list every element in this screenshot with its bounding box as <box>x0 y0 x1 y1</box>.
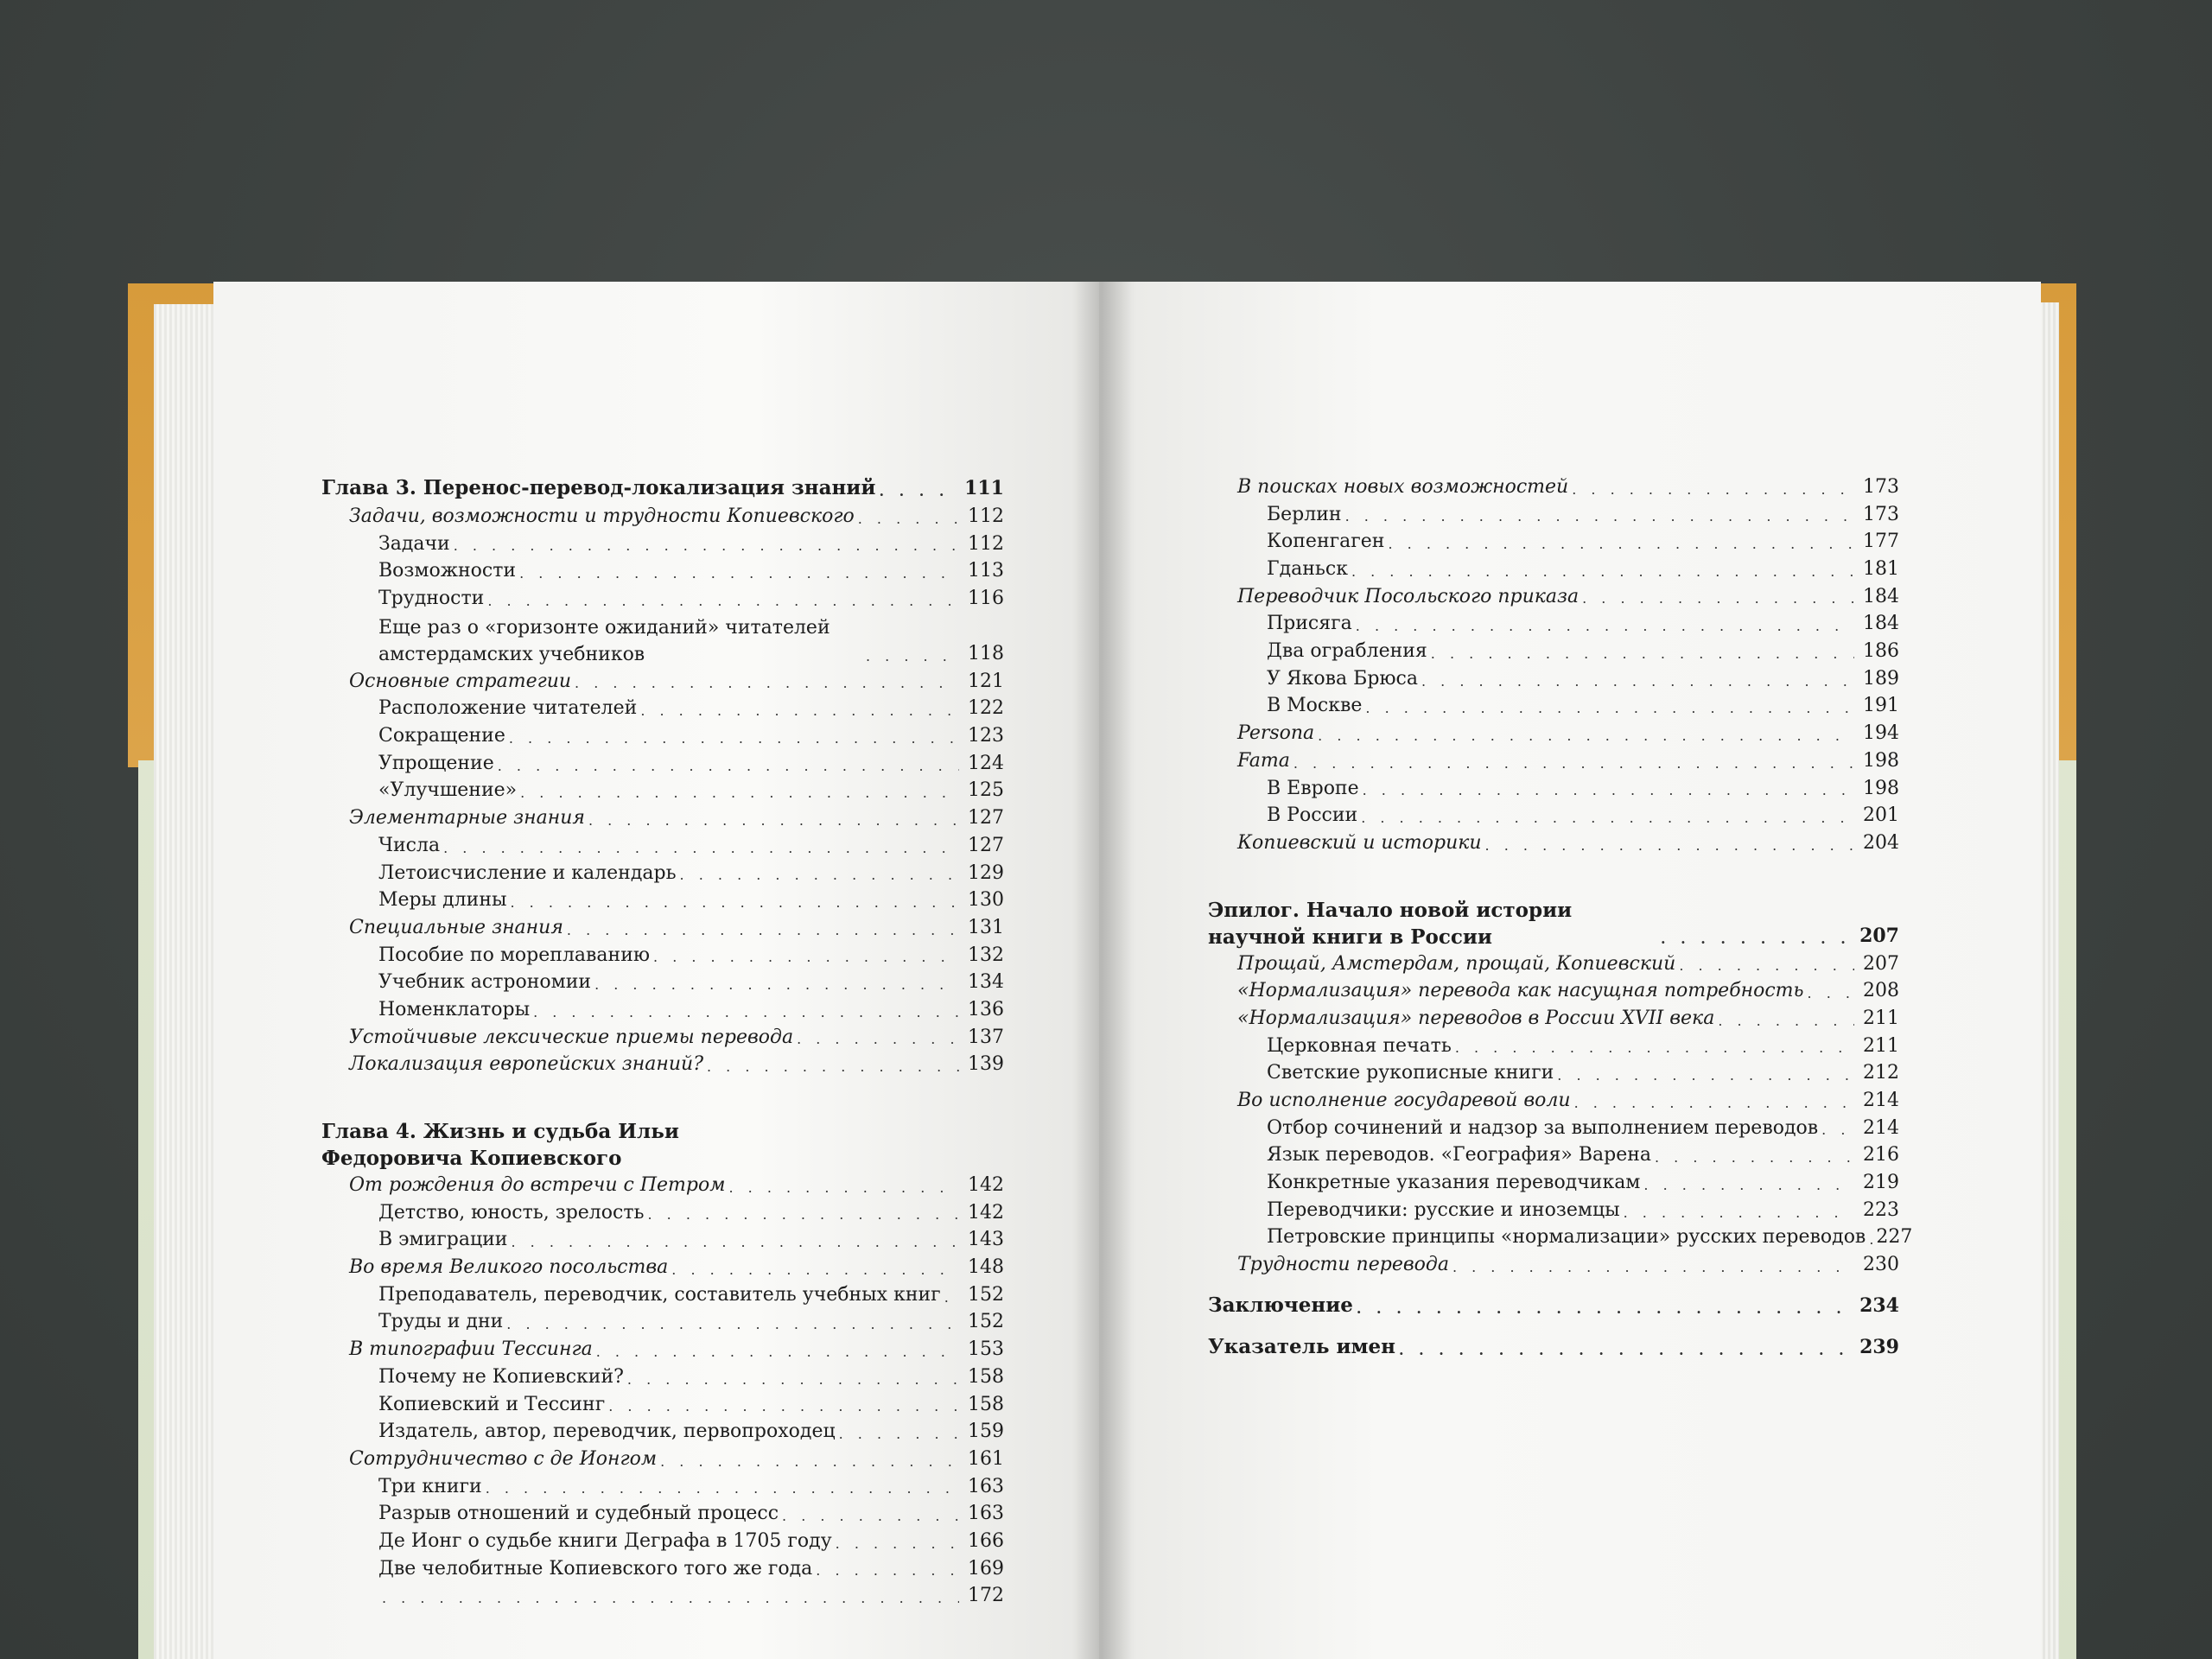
toc-entry-title: Указатель имен <box>1208 1334 1395 1358</box>
dot-leader <box>382 1587 959 1610</box>
dot-leader <box>1363 779 1854 802</box>
toc-page-number: 123 <box>968 725 1004 747</box>
toc-page-number: 207 <box>1863 952 1899 975</box>
toc-page-number: 186 <box>1863 640 1899 663</box>
dot-leader <box>1718 1010 1854 1033</box>
toc-entry-title: Упрощение <box>378 752 494 774</box>
dot-leader <box>671 1259 959 1281</box>
dot-leader <box>1399 1339 1854 1362</box>
toc-entry-title: Специальные знания <box>349 916 563 938</box>
toc-entry-title: Язык переводов. «География» Варена <box>1267 1144 1651 1166</box>
toc-entry-title: Сокращение <box>378 725 505 747</box>
toc-chapter-entry <box>1208 1291 1899 1320</box>
toc-entry-title: Де Ионг о судьбе книги Деграфа в 1705 году <box>378 1529 832 1552</box>
toc-entry-title: Номенклаторы <box>378 998 531 1020</box>
dot-leader <box>1356 615 1854 638</box>
dot-leader <box>944 1287 959 1309</box>
toc-page-number: 214 <box>1863 1090 1899 1112</box>
toc-entry-title: Учебник астрономии <box>378 971 592 994</box>
toc-entry <box>321 1226 1004 1254</box>
toc-page-number: 127 <box>968 834 1004 856</box>
toc-entry <box>321 1418 1004 1446</box>
toc-entry <box>1208 610 1899 638</box>
toc-entry-title: Почему не Копиевский? <box>378 1365 624 1388</box>
toc-entry <box>321 668 1004 696</box>
toc-entry <box>1208 1059 1899 1087</box>
toc-entry <box>1208 1251 1899 1279</box>
dot-leader <box>1808 982 1854 1005</box>
toc-entry-title: Пособие по мореплаванию <box>378 944 651 966</box>
toc-entry-title: В Европе <box>1267 777 1359 799</box>
toc-entry-title: Еще раз о «горизонте ожиданий» читателей амстердамских учебников <box>378 616 830 665</box>
toc-page-number: 214 <box>1863 1116 1899 1139</box>
toc-entry <box>1208 528 1899 556</box>
dot-leader <box>608 1395 959 1418</box>
toc-page-number: 136 <box>968 998 1004 1020</box>
toc-entry <box>321 1254 1004 1281</box>
toc-entry-title: В типографии Тессинга <box>349 1338 593 1361</box>
toc-page-number: 112 <box>968 505 1004 527</box>
toc-entry <box>1208 1087 1899 1115</box>
toc-entry <box>321 832 1004 860</box>
toc-page-number: 139 <box>968 1053 1004 1076</box>
toc-entry-title: Элементарные знания <box>349 807 585 830</box>
toc-entry-title: Церковная печать <box>1267 1034 1452 1057</box>
toc-page-number: 125 <box>968 779 1004 802</box>
toc-entry-title: Трудности перевода <box>1237 1254 1449 1276</box>
toc-page-number: 116 <box>968 588 1004 610</box>
toc-entry-title: Устойчивые лексические приемы перевода <box>349 1026 794 1048</box>
toc-entry <box>1208 720 1899 747</box>
toc-page-number: 211 <box>1863 1034 1899 1057</box>
toc-entry <box>1208 1033 1899 1060</box>
dot-leader <box>594 974 959 996</box>
toc-page-number: 227 <box>1876 1226 1913 1249</box>
toc-page-number: 111 <box>964 477 1004 499</box>
toc-page-number: 112 <box>968 532 1004 555</box>
dot-leader <box>816 1560 959 1582</box>
dot-leader <box>1365 697 1854 720</box>
toc-entry <box>321 722 1004 750</box>
toc-entry-title: Расположение читателей <box>378 697 638 720</box>
toc-entry <box>1208 474 1899 501</box>
toc-entry-title: «Улучшение» <box>378 779 518 802</box>
dot-leader <box>879 480 959 503</box>
toc-entry <box>321 778 1004 805</box>
toc-page-number: 212 <box>1863 1062 1899 1084</box>
dot-leader <box>1679 955 1854 977</box>
dot-leader <box>1318 725 1854 747</box>
dot-leader <box>1485 835 1854 857</box>
section-spacer <box>1208 1320 1899 1332</box>
dot-leader <box>648 1204 960 1226</box>
toc-page-number: 118 <box>968 643 1004 665</box>
toc-entry-title: Переводчик Посольского приказа <box>1237 585 1580 607</box>
toc-entry-title: Меры длины <box>378 889 507 912</box>
toc-entry-title: Сотрудничество с де Ионгом <box>349 1447 658 1470</box>
toc-page-number: 129 <box>968 861 1004 884</box>
toc-entry-title: Основные стратегии <box>349 670 572 692</box>
book-spine-shadow <box>1071 282 1132 1659</box>
toc-entry <box>1208 1224 1913 1252</box>
toc-page-number: 211 <box>1863 1007 1899 1029</box>
toc-entry-title: В России <box>1267 804 1358 827</box>
toc-page-number: 184 <box>1863 613 1899 635</box>
dot-leader <box>866 645 959 668</box>
toc-entry <box>321 1473 1004 1501</box>
toc-entry <box>321 1446 1004 1473</box>
dot-leader <box>1361 807 1854 830</box>
toc-entry-title: Во время Великого посольства <box>349 1256 669 1279</box>
toc-page-number: 159 <box>968 1421 1004 1443</box>
toc-page-number: 142 <box>968 1174 1004 1197</box>
toc-page-number: 158 <box>968 1365 1004 1388</box>
dot-leader <box>511 1231 959 1254</box>
toc-entry <box>321 942 1004 969</box>
toc-page-number: 122 <box>968 697 1004 720</box>
dot-leader <box>519 563 959 585</box>
toc-entry <box>1208 950 1899 978</box>
toc-entry-title: Берлин <box>1267 503 1342 525</box>
toc-entry-title: Переводчики: русские и иноземцы <box>1267 1198 1620 1221</box>
toc-entry <box>1208 802 1899 830</box>
toc-page-number: 152 <box>968 1311 1004 1333</box>
dot-leader <box>627 1369 959 1391</box>
toc-page-number: 239 <box>1859 1335 1899 1358</box>
dot-leader <box>533 1001 959 1024</box>
toc-entry-title: Разрыв отношений и судебный процесс <box>378 1503 779 1525</box>
toc-chapter-entry <box>321 474 1004 503</box>
dot-leader <box>1582 588 1854 610</box>
toc-page-number: 130 <box>968 889 1004 912</box>
dot-leader <box>487 590 959 613</box>
toc-entry <box>1208 747 1899 775</box>
toc-page-number: 198 <box>1863 749 1899 772</box>
toc-entry-title: Копиевский и историки <box>1237 831 1482 854</box>
toc-page-number: 124 <box>968 752 1004 774</box>
dot-leader <box>588 810 959 832</box>
dot-leader <box>1643 1174 1854 1197</box>
toc-page-number: 172 <box>968 1585 1004 1607</box>
dot-leader <box>640 700 959 722</box>
toc-entry <box>1208 775 1899 803</box>
toc-page-number: 137 <box>968 1026 1004 1048</box>
dot-leader <box>575 672 959 695</box>
toc-entry <box>1208 583 1899 611</box>
toc-page-number: 207 <box>1859 924 1899 947</box>
toc-entry <box>1208 638 1899 665</box>
dot-leader <box>1869 1229 1876 1251</box>
toc-entry-title: Отбор сочинений и надзор за выполнением переводов <box>1267 1116 1819 1139</box>
toc-entry <box>1208 693 1899 721</box>
toc-entry-title: У Якова Брюса <box>1267 667 1418 690</box>
dot-leader <box>1557 1065 1854 1087</box>
dot-leader <box>506 1313 959 1336</box>
toc-entry <box>321 1172 1004 1199</box>
toc-entry-title: Конкретные указания переводчикам <box>1267 1172 1641 1194</box>
toc-entry <box>1208 665 1899 693</box>
toc-entry <box>321 1199 1004 1227</box>
toc-entry-title: Persona <box>1237 722 1315 745</box>
toc-entry-title: Копиевский и Тессинг <box>378 1393 606 1415</box>
toc-entry <box>1208 830 1899 857</box>
toc-entry <box>1208 501 1899 529</box>
toc-entry <box>321 969 1004 996</box>
toc-entry-title: Трудности <box>378 588 485 610</box>
toc-entry <box>321 695 1004 722</box>
toc-page-number: 191 <box>1863 695 1899 717</box>
toc-entry-title: Во исполнение государевой воли <box>1237 1090 1571 1112</box>
toc-entry <box>321 887 1004 914</box>
toc-entry <box>321 557 1004 585</box>
toc-entry-title: В эмиграции <box>378 1229 508 1251</box>
dot-leader <box>596 1341 959 1363</box>
dot-leader <box>782 1505 959 1528</box>
toc-page-number: 223 <box>1863 1198 1899 1221</box>
toc-page-number: 166 <box>968 1529 1004 1552</box>
dot-leader <box>1357 1298 1854 1320</box>
dot-leader <box>858 508 959 531</box>
dot-leader <box>454 535 959 557</box>
toc-right-column <box>1208 474 1913 1362</box>
toc-entry-title: Летоисчисление и календарь <box>378 861 677 884</box>
toc-page-number: 152 <box>968 1283 1004 1306</box>
toc-page-number: 177 <box>1863 531 1899 553</box>
dot-leader <box>1351 561 1854 583</box>
toc-page-number: 163 <box>968 1503 1004 1525</box>
toc-entry <box>321 860 1004 887</box>
dot-leader <box>707 1056 959 1078</box>
dot-leader <box>797 1028 959 1051</box>
toc-entry-title: Числа <box>378 834 441 856</box>
dot-leader <box>1661 928 1854 950</box>
toc-entry <box>321 1024 1004 1052</box>
dot-leader <box>1574 1092 1854 1115</box>
dot-leader <box>1624 1202 1854 1224</box>
toc-entry-title: Присяга <box>1267 613 1352 635</box>
toc-entry-title: Три книги <box>378 1475 482 1497</box>
dot-leader <box>520 782 959 804</box>
toc-page-number: 131 <box>968 916 1004 938</box>
dot-leader <box>443 837 959 860</box>
toc-entry-title: Два ограбления <box>1267 640 1427 663</box>
dot-leader <box>498 755 959 778</box>
toc-entry <box>321 531 1004 558</box>
toc-chapter-entry <box>1208 1332 1899 1362</box>
toc-entry <box>321 1582 1004 1610</box>
toc-entry-title: Прощай, Амстердам, прощай, Копиевский <box>1237 952 1676 975</box>
toc-page-number: 189 <box>1863 667 1899 690</box>
toc-page-number: 127 <box>968 807 1004 830</box>
toc-page-number: 158 <box>968 1393 1004 1415</box>
dot-leader <box>680 864 959 887</box>
toc-page-number: 148 <box>968 1256 1004 1279</box>
toc-entry <box>321 1528 1004 1555</box>
dot-leader <box>1294 753 1854 775</box>
dot-leader <box>836 1533 959 1555</box>
dot-leader <box>839 1423 959 1446</box>
toc-page-number: 208 <box>1863 980 1899 1002</box>
dot-leader <box>509 728 959 750</box>
toc-entry-title: Светские рукописные книги <box>1267 1062 1554 1084</box>
dot-leader <box>567 919 959 942</box>
toc-page-number: 132 <box>968 944 1004 966</box>
toc-entry-title: Детство, юность, зрелость <box>378 1201 645 1224</box>
toc-entry-title: Труды и дни <box>378 1311 504 1333</box>
toc-entry-title: Fama <box>1237 749 1290 772</box>
dot-leader <box>660 1451 959 1473</box>
toc-chapter-entry <box>1208 893 1899 950</box>
dot-leader <box>728 1177 959 1199</box>
toc-entry-title: Возможности <box>378 560 517 582</box>
toc-entry <box>1208 977 1899 1005</box>
toc-page-number: 121 <box>968 670 1004 692</box>
toc-page-number: 163 <box>968 1475 1004 1497</box>
toc-entry-title: «Нормализация» переводов в России XVII века <box>1237 1007 1715 1029</box>
toc-page-number: 153 <box>968 1338 1004 1361</box>
dot-leader <box>1431 643 1854 665</box>
toc-page-number: 113 <box>968 560 1004 582</box>
toc-entry-title: Петровские принципы «нормализации» русских переводов <box>1267 1226 1866 1249</box>
toc-entry <box>321 1309 1004 1337</box>
dot-leader <box>653 946 959 969</box>
toc-entry <box>321 1391 1004 1419</box>
toc-entry <box>321 804 1004 832</box>
toc-page-number: 204 <box>1863 831 1899 854</box>
toc-entry <box>1208 1169 1899 1197</box>
toc-page-number: 184 <box>1863 585 1899 607</box>
toc-page-number: 230 <box>1863 1254 1899 1276</box>
toc-page-number: 173 <box>1863 475 1899 498</box>
toc-entry <box>1208 1141 1899 1169</box>
toc-entry <box>1208 556 1899 583</box>
toc-entry-title: Глава 4. Жизнь и судьба Ильи Федоровича Копиевского <box>321 1120 679 1171</box>
dot-leader <box>486 1478 959 1500</box>
toc-entry <box>321 1363 1004 1391</box>
section-spacer <box>1208 1279 1899 1291</box>
dot-leader <box>1421 671 1854 693</box>
toc-entry <box>1208 1197 1899 1224</box>
section-spacer <box>1208 857 1899 893</box>
toc-chapter-entry <box>321 1115 1004 1172</box>
toc-entry <box>1208 1115 1899 1142</box>
dot-leader <box>1821 1119 1854 1141</box>
toc-page-number: 201 <box>1863 804 1899 827</box>
toc-entry <box>1208 1005 1899 1033</box>
dot-leader <box>1452 1256 1854 1279</box>
toc-entry-title: В поисках новых возможностей <box>1237 475 1569 498</box>
toc-left-column <box>321 474 1004 1610</box>
dot-leader <box>1655 1147 1854 1169</box>
toc-entry <box>321 585 1004 613</box>
dot-leader <box>511 892 960 914</box>
section-spacer <box>321 1078 1004 1115</box>
toc-page-number: 169 <box>968 1557 1004 1580</box>
toc-entry-title: Глава 3. Перенос-перевод-локализация знаний <box>321 476 876 499</box>
toc-entry <box>321 1555 1004 1583</box>
toc-entry-title: Издатель, автор, переводчик, первопроходец <box>378 1421 836 1443</box>
dot-leader <box>1455 1037 1854 1059</box>
toc-entry-title: Локализация европейских знаний? <box>349 1053 703 1076</box>
toc-entry <box>321 996 1004 1024</box>
toc-page-number: 198 <box>1863 777 1899 799</box>
dot-leader <box>1345 505 1854 528</box>
toc-entry-title: Заключение <box>1208 1293 1353 1317</box>
toc-page-number: 234 <box>1859 1294 1899 1317</box>
toc-entry-title: В Москве <box>1267 695 1363 717</box>
toc-entry-title: Эпилог. Начало новой истории научной книги в России <box>1208 898 1573 949</box>
toc-page-number: 143 <box>968 1229 1004 1251</box>
dot-leader <box>1572 479 1854 501</box>
toc-entry-title: Гданьск <box>1267 558 1348 581</box>
toc-page-number: 142 <box>968 1201 1004 1224</box>
toc-entry <box>321 1336 1004 1363</box>
toc-page-number: 219 <box>1863 1172 1899 1194</box>
toc-entry-title: От рождения до встречи с Петром <box>349 1174 726 1197</box>
toc-entry <box>321 750 1004 778</box>
toc-entry <box>321 1500 1004 1528</box>
page-edges-left <box>154 304 219 1659</box>
toc-entry-title: Копенгаген <box>1267 531 1385 553</box>
toc-page-number: 216 <box>1863 1144 1899 1166</box>
toc-page-number: 173 <box>1863 503 1899 525</box>
toc-entry <box>321 914 1004 942</box>
toc-entry-title: Две челобитные Копиевского того же года <box>378 1557 813 1580</box>
toc-entry <box>321 1281 1004 1309</box>
dot-leader <box>1388 533 1854 556</box>
toc-entry-title: «Нормализация» перевода как насущная потребность <box>1237 980 1804 1002</box>
toc-page-number: 181 <box>1863 558 1899 581</box>
toc-entry-title: Задачи, возможности и трудности Копиевского <box>349 505 855 527</box>
toc-page-number: 134 <box>968 971 1004 994</box>
toc-entry-title: Задачи <box>378 532 450 555</box>
toc-entry <box>321 1051 1004 1078</box>
toc-page-number: 161 <box>968 1447 1004 1470</box>
toc-page-number: 194 <box>1863 722 1899 745</box>
toc-entry-title: Преподаватель, переводчик, составитель учебных книг <box>378 1283 941 1306</box>
toc-entry <box>321 613 1004 668</box>
toc-entry <box>321 503 1004 531</box>
